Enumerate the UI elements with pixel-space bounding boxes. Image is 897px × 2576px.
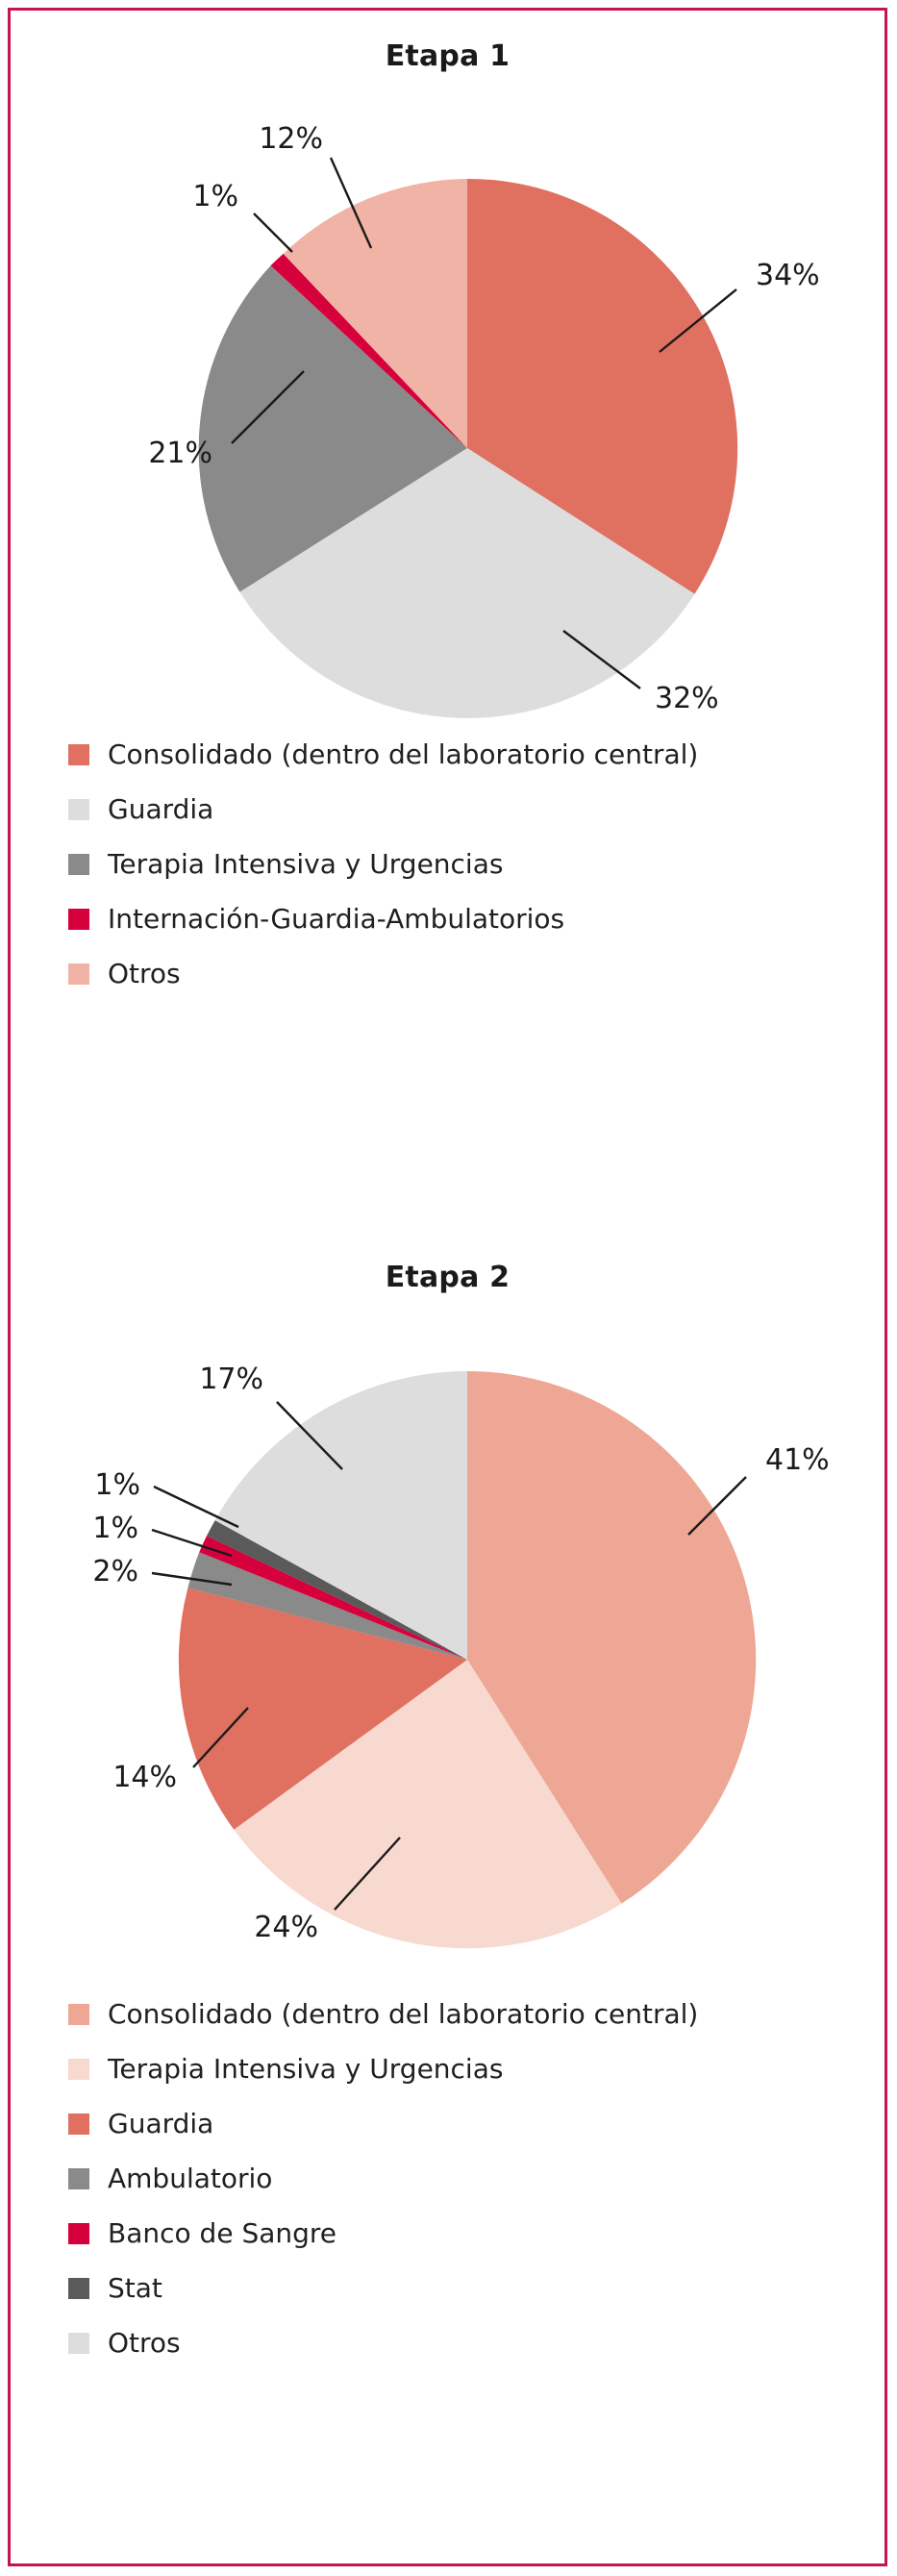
legend-swatch-icon	[68, 2059, 89, 2080]
pct-label-consolidado-1: 34%	[755, 259, 820, 292]
legend-swatch-icon	[68, 2278, 89, 2299]
legend-swatch-icon	[68, 2333, 89, 2354]
legend-label: Internación-Guardia-Ambulatorios	[108, 903, 565, 935]
legend-item[interactable]	[68, 782, 885, 837]
legend-swatch-icon	[68, 2004, 89, 2025]
legend-item[interactable]	[68, 837, 885, 891]
legend-swatch-icon	[68, 744, 89, 765]
pie-svg-etapa-1	[25, 73, 871, 727]
legend-label: Stat	[108, 2272, 162, 2304]
pct-label-terapia-1: 21%	[147, 437, 212, 470]
legend-item[interactable]	[68, 2151, 885, 2206]
legend-item[interactable]	[68, 2315, 885, 2370]
legend-label: Guardia	[108, 793, 214, 825]
legend-item[interactable]	[68, 891, 885, 946]
legend-etapa-1	[11, 727, 885, 1001]
pct-label-ambulatorio-2: 2%	[91, 1555, 138, 1588]
chart-title-etapa-1: Etapa 1	[385, 39, 511, 73]
legend-swatch-icon	[68, 854, 89, 875]
legend-label: Consolidado (dentro del laboratorio central)	[108, 1998, 699, 2030]
pct-label-guardia-2: 14%	[112, 1761, 177, 1794]
legend-item[interactable]	[68, 727, 885, 782]
pie-svg-etapa-2	[25, 1294, 871, 1987]
figure-frame	[8, 8, 887, 2566]
legend-item[interactable]	[68, 2041, 885, 2096]
pct-label-otros-1: 12%	[258, 122, 323, 156]
legend-label: Terapia Intensiva y Urgencias	[108, 848, 504, 880]
legend-swatch-icon	[68, 2168, 89, 2189]
pct-label-consolidado-2: 41%	[764, 1443, 830, 1477]
legend-item[interactable]	[68, 946, 885, 1001]
legend-item[interactable]	[68, 1987, 885, 2041]
legend-item[interactable]	[68, 2261, 885, 2315]
pct-label-otros-2: 17%	[198, 1363, 263, 1396]
legend-label: Otros	[108, 958, 181, 989]
legend-item[interactable]	[68, 2206, 885, 2261]
pct-label-banco-2: 1%	[91, 1512, 138, 1545]
legend-etapa-2	[11, 1987, 885, 2370]
chart-etapa-1	[11, 39, 885, 1001]
chart-etapa-2	[11, 1261, 885, 2370]
legend-swatch-icon	[68, 963, 89, 985]
legend-swatch-icon	[68, 2113, 89, 2135]
pct-label-internacion-1: 1%	[191, 180, 238, 213]
legend-item[interactable]	[68, 2096, 885, 2151]
pie-chart-etapa-2	[11, 1294, 885, 1987]
pct-label-guardia-1: 32%	[654, 682, 719, 715]
legend-swatch-icon	[68, 909, 89, 930]
pie-chart-etapa-1	[11, 73, 885, 727]
legend-swatch-icon	[68, 2223, 89, 2244]
legend-label: Ambulatorio	[108, 2163, 273, 2194]
pct-label-terapia-2: 24%	[253, 1911, 318, 1944]
legend-label: Otros	[108, 2327, 181, 2359]
legend-label: Consolidado (dentro del laboratorio central)	[108, 738, 699, 770]
leader-1	[254, 213, 292, 252]
pct-label-stat-2: 1%	[93, 1468, 140, 1502]
legend-label: Banco de Sangre	[108, 2217, 337, 2249]
legend-swatch-icon	[68, 799, 89, 820]
legend-label: Terapia Intensiva y Urgencias	[108, 2053, 504, 2085]
chart-title-etapa-2: Etapa 2	[385, 1261, 511, 1294]
legend-label: Guardia	[108, 2108, 214, 2139]
